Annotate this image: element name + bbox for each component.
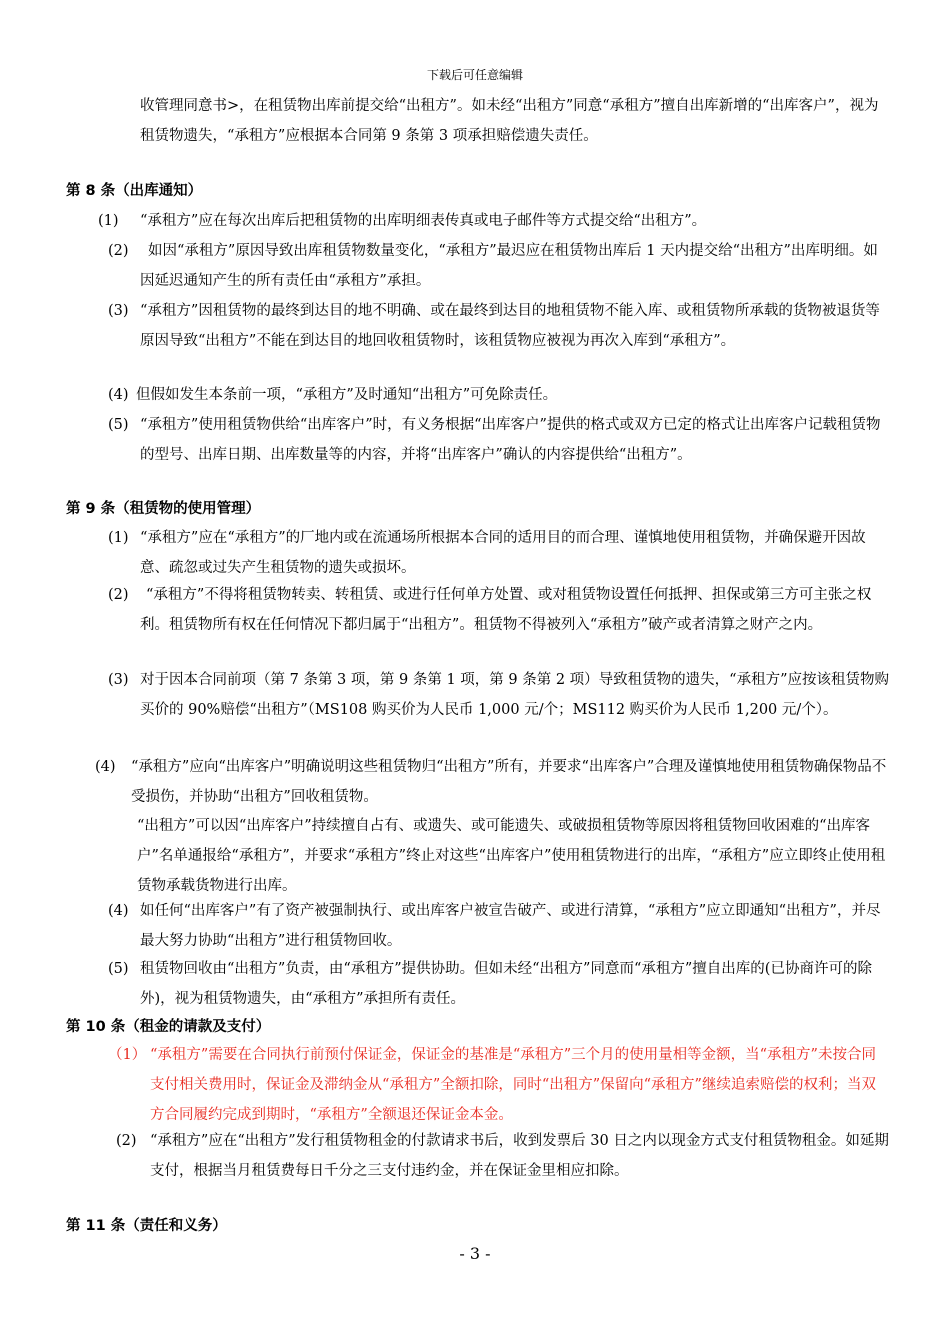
intro-paragraph <box>140 91 890 151</box>
item-number: (2) <box>108 587 129 603</box>
item-number: (4) <box>95 759 116 775</box>
item-number: (2) <box>116 1133 137 1149</box>
item-text: 如因“承租方”原因导致出库租赁物数量变化，“承租方”最迟应在租赁物出库后 1 天内提交给“出租方”出库明细。如因延迟通知产生的所有责任由“承租方”承担。 <box>140 243 878 289</box>
article-8-item-4 <box>108 380 890 410</box>
item-text: “承租方”应在“出租方”发行租赁物租金的付款请求书后，收到发票后 30 日之内以现金方式支付租赁物租金。如延期支付，根据当月租赁费每日千分之三支付违约金，并在保证金里相应扣除。 <box>150 1133 889 1179</box>
item-number: (5) <box>108 417 129 433</box>
article-8-item-1 <box>98 206 900 236</box>
article-8-item-5 <box>108 410 890 470</box>
item-number: (1) <box>108 530 129 546</box>
item-text: “承租方”因租赁物的最终到达目的地不明确、或在最终到达目的地租赁物不能入库、或租赁物所承载的货物被退货等原因导致“出租方”不能在到达目的地回收租赁物时，该租赁物应被视为再次入库到“承租方”。 <box>140 303 880 349</box>
item-text: 但假如发生本条前一项，“承租方”及时通知“出租方”可免除责任。 <box>136 387 558 403</box>
item-text: “承租方”需要在合同执行前预付保证金，保证金的基准是“承租方”三个月的使用量相等金额，当“承租方”未按合同支付相关费用时，保证金及滞纳金从“承租方”全额扣除，同时“出租方”保留向“承租方”继续追索赔偿的权利；当双方合同履约完成到期时，“承租方”全额退还保证金本金。 <box>150 1047 876 1123</box>
item-text: “出租方”可以因“出库客户”持续擅自占有、或遗失、或可能遗失、或破损租赁物等原因将租赁物回收困难的“出库客户”名单通报给“承租方”，并要求“承租方”终止对这些“出库客户”使用租赁物进行的出库，“承租方”应立即终止使用租赁物承载货物进行出库。 <box>137 818 886 894</box>
item-number: (3) <box>108 672 129 688</box>
item-text: “承租方”应在“承租方”的厂地内或在流通场所根据本合同的适用目的而合理、谨慎地使用租赁物，并确保避开因故意、疏忽或过失产生租赁物的遗失或损坏。 <box>140 530 866 576</box>
page-header: 下载后可任意编辑 <box>426 68 523 82</box>
item-text: “承租方”应向“出库客户”明确说明这些租赁物归“出租方”所有，并要求“出库客户”合理及谨慎地使用租赁物确保物品不受损伤，并协助“出租方”回收租赁物。 <box>131 759 887 805</box>
article-9-item-3 <box>108 665 892 725</box>
article-10-item-2 <box>116 1126 892 1186</box>
article-9-item-4 <box>95 752 891 812</box>
item-number: （1） <box>108 1047 147 1063</box>
article-10-item-1 <box>108 1040 890 1130</box>
article-11-heading: 第 11 条（责任和义务） <box>66 1218 227 1234</box>
item-text: “承租方”应在每次出库后把租赁物的出库明细表传真或电子邮件等方式提交给“出租方”。 <box>140 213 707 229</box>
article-9-item-4-continued <box>137 811 891 901</box>
item-text: 对于因本合同前项（第 7 条第 3 项，第 9 条第 1 项，第 9 条第 2 项）导致租赁物的遗失，“承租方”应按该租赁物购买价的 90%赔偿“出租方”（MS108 购买价为人民币 1,000 元/个；MS112 购买价为人民币 1,200 元/个）。 <box>140 672 889 718</box>
item-text: 如任何“出库客户”有了资产被强制执行、或出库客户被宣告破产、或进行清算，“承租方”应立即通知“出租方”，并尽最大努力协助“出租方”进行租赁物回收。 <box>140 903 881 949</box>
page-number: - 3 - <box>459 1244 491 1263</box>
intro-text: 收管理同意书>，在租赁物出库前提交给“出租方”。如未经“出租方”同意“承租方”擅自出库新增的“出库客户”，视为租赁物遗失，“承租方”应根据本合同第 9 条第 3 项承担赔偿遗失责任。 <box>140 98 879 144</box>
item-number: (3) <box>108 303 129 319</box>
article-9-item-2 <box>108 580 890 640</box>
article-9-item-1 <box>108 523 890 583</box>
item-text: 租赁物回收由“出租方”负责，由“承租方”提供协助。但如未经“出租方”同意而“承租方”擅自出库的(已协商许可的除外)，视为租赁物遗失，由“承租方”承担所有责任。 <box>140 961 872 1007</box>
item-number: (4) <box>108 387 129 403</box>
article-8-item-2 <box>108 236 890 296</box>
item-number: (4) <box>108 903 129 919</box>
item-number: (2) <box>108 243 129 259</box>
item-text: “承租方”不得将租赁物转卖、转租赁、或进行任何单方处置、或对租赁物设置任何抵押、担保或第三方可主张之权利。租赁物所有权在任何情况下都归属于“出租方”。租赁物不得被列入“承租方”破产或者清算之财产之内。 <box>140 587 872 633</box>
item-text: “承租方”使用租赁物供给“出库客户”时，有义务根据“出库客户”提供的格式或双方已定的格式让出库客户记载租赁物的型号、出库日期、出库数量等的内容，并将“出库客户”确认的内容提供给“出租方”。 <box>140 417 881 463</box>
article-9-heading: 第 9 条（租赁物的使用管理） <box>66 501 261 517</box>
item-number: (1) <box>98 213 119 229</box>
article-9-item-5 <box>108 954 892 1014</box>
article-10-heading: 第 10 条（租金的请款及支付） <box>66 1019 271 1035</box>
item-number: (5) <box>108 961 129 977</box>
article-8-heading: 第 8 条（出库通知） <box>66 183 203 199</box>
article-8-item-3 <box>108 296 890 356</box>
article-9-item-4b <box>108 896 890 956</box>
